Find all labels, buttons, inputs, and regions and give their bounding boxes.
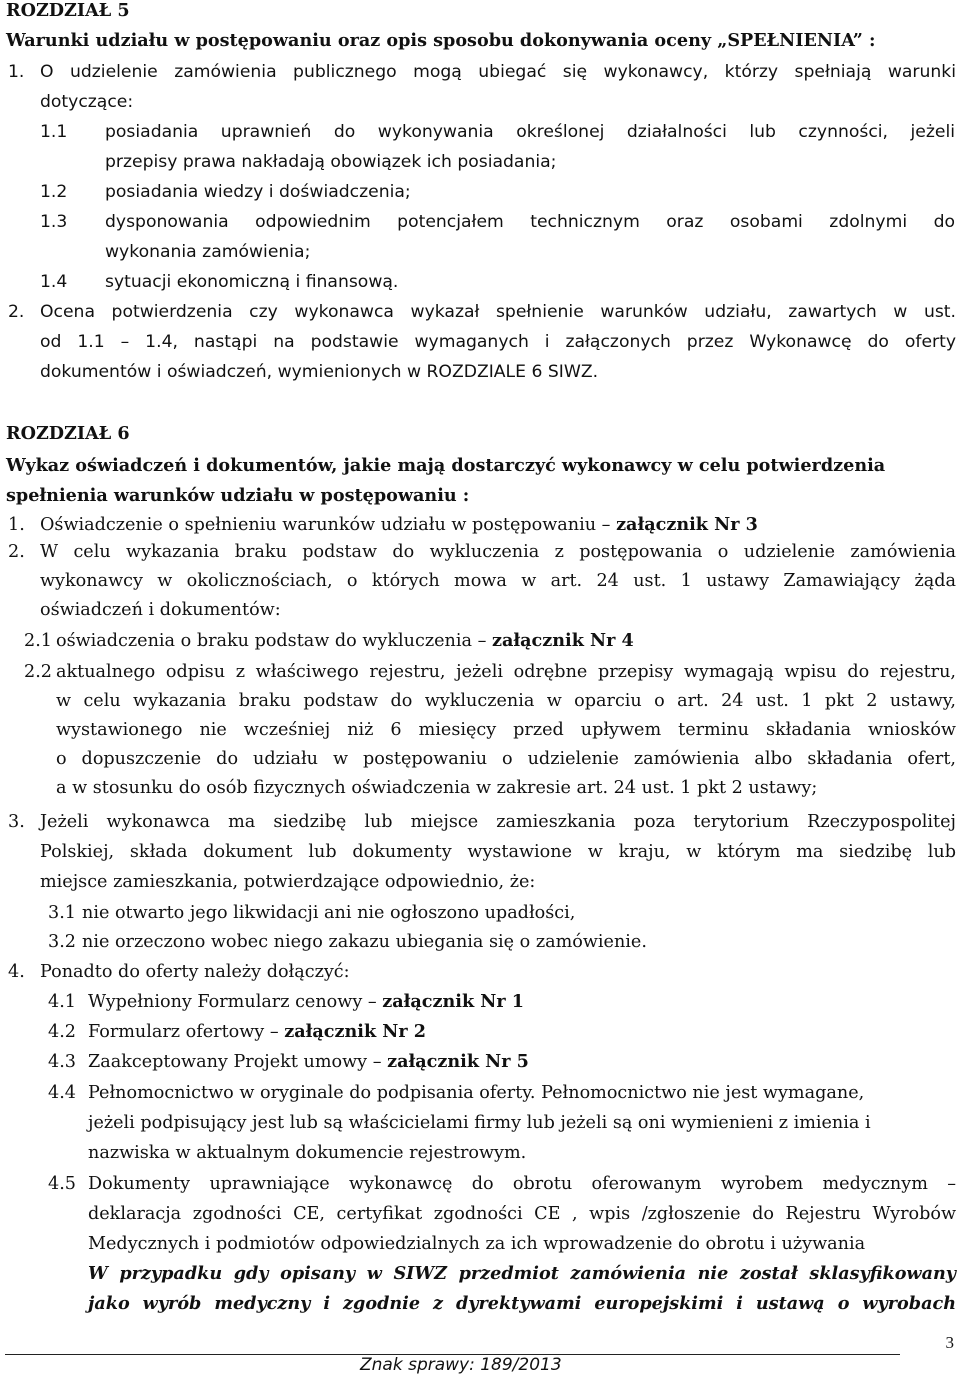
attachment-reference: załącznik Nr 5	[387, 1051, 529, 1072]
paragraph-line: posiadania uprawnień do wykonywania określonej działalności lub czynności, jeżeli	[105, 122, 955, 142]
section-6-subheading: Wykaz oświadczeń i dokumentów, jakie mają dostarczyć wykonawcy w celu potwierdzenia	[6, 455, 886, 476]
item-number: 1.2	[40, 182, 68, 202]
item-number: 3.2	[48, 932, 76, 952]
paragraph-line: oświadczeń i dokumentów:	[40, 600, 281, 620]
paragraph-line: Pełnomocnictwo w oryginale do podpisania oferty. Pełnomocnictwo nie jest wymagane,	[88, 1083, 865, 1103]
item-number: 1.3	[40, 212, 68, 232]
paragraph-line: nie otwarto jego likwidacji ani nie ogłoszono upadłości,	[82, 903, 576, 923]
paragraph-line: Dokumenty uprawniające wykonawcę do obrotu oferowanym wyrobem medycznym –	[88, 1174, 956, 1194]
paragraph-text: Zaakceptowany Projekt umowy –	[88, 1052, 388, 1072]
case-reference: Znak sprawy: 189/2013	[360, 1355, 562, 1375]
section-6-subheading: spełnienia warunków udziału w postępowaniu :	[6, 485, 470, 506]
item-number: 1.	[8, 515, 25, 535]
paragraph-line: dysponowania odpowiednim potencjałem technicznym oraz osobami zdolnymi do	[105, 212, 955, 232]
paragraph-line: Ocena potwierdzenia czy wykonawca wykazał spełnienie warunków udziału, zawartych w ust.	[40, 302, 956, 322]
paragraph-line	[88, 989, 524, 1015]
paragraph-line: dokumentów i oświadczeń, wymienionych w ROZDZIALE 6 SIWZ.	[40, 362, 599, 382]
item-number: 2.1	[24, 631, 52, 651]
paragraph-line: O udzielenie zamówienia publicznego mogą ubiegać się wykonawcy, którzy spełniają warunki	[40, 62, 956, 82]
emphasis-line: jako wyrób medyczny i zgodnie z dyrektywami europejskimi i ustawą o wyrobach	[88, 1293, 956, 1314]
paragraph-text: Formularz ofertowy –	[88, 1022, 285, 1042]
paragraph-line	[56, 628, 634, 654]
paragraph-line: miejsce zamieszkania, potwierdzające odpowiednio, że:	[40, 872, 536, 892]
paragraph-line: W celu wykazania braku podstaw do wykluczenia z postępowania o udzielenie zamówienia	[40, 542, 956, 562]
paragraph-line: wykonawcy w okolicznościach, o których mowa w art. 24 ust. 1 ustawy Zamawiający żąda	[40, 571, 956, 591]
paragraph-line: jeżeli podpisujący jest lub są właścicielami firmy lub jeżeli są oni wymienieni z imienia i	[88, 1113, 871, 1133]
paragraph-line: w celu wykazania braku podstaw do wykluczenia w oparciu o art. 24 ust. 1 pkt 2 ustawy,	[56, 691, 956, 711]
paragraph-line: sytuacji ekonomiczną i finansową.	[105, 272, 399, 292]
item-number: 3.	[8, 812, 25, 832]
paragraph-text: Wypełniony Formularz cenowy –	[88, 992, 383, 1012]
item-number: 4.2	[48, 1022, 76, 1042]
attachment-reference: załącznik Nr 3	[616, 514, 758, 535]
item-number: 3.1	[48, 903, 76, 923]
paragraph-line	[88, 1049, 529, 1075]
section-5-subheading: Warunki udziału w postępowaniu oraz opis sposobu dokonywania oceny „SPEŁNIENIA” :	[6, 30, 876, 51]
attachment-reference: załącznik Nr 1	[382, 991, 525, 1012]
item-number: 4.1	[48, 992, 76, 1012]
page-number: 3	[945, 1333, 954, 1352]
item-number: 4.	[8, 962, 25, 982]
paragraph-line: posiadania wiedzy i doświadczenia;	[105, 182, 411, 202]
item-number: 4.4	[48, 1083, 76, 1103]
attachment-reference: załącznik Nr 4	[491, 630, 634, 651]
paragraph-line: Ponadto do oferty należy dołączyć:	[40, 962, 350, 982]
item-number: 1.4	[40, 272, 68, 292]
paragraph-line: dotyczące:	[40, 92, 134, 112]
item-number: 2.2	[24, 662, 52, 682]
item-number: 2.	[8, 542, 25, 562]
paragraph-line	[88, 1019, 426, 1045]
paragraph-line: wystawionego nie wcześniej niż 6 miesięcy przed upływem terminu składania wniosków	[56, 720, 956, 740]
paragraph-line: Medycznych i podmiotów odpowiedzialnych za ich wprowadzenie do obrotu i używania	[88, 1234, 866, 1254]
item-number: 2.	[8, 302, 25, 322]
paragraph-line: aktualnego odpisu z właściwego rejestru, jeżeli odrębne przepisy wymagają wpisu do rejestru,	[56, 662, 956, 682]
section-6-heading: ROZDZIAŁ 6	[6, 423, 130, 444]
paragraph-line: od 1.1 – 1.4, nastąpi na podstawie wymaganych i załączonych przez Wykonawcę do oferty	[40, 332, 956, 352]
paragraph-line: wykonania zamówienia;	[105, 242, 311, 262]
attachment-reference: załącznik Nr 2	[284, 1021, 427, 1042]
paragraph-line: o dopuszczenie do udziału w postępowaniu o udzielenie zamówienia albo składania ofert,	[56, 749, 956, 769]
item-number: 4.3	[48, 1052, 76, 1072]
paragraph-line: a w stosunku do osób fizycznych oświadczenia w zakresie art. 24 ust. 1 pkt 2 ustawy;	[56, 778, 818, 798]
paragraph-line: nie orzeczono wobec niego zakazu ubiegania się o zamówienie.	[82, 932, 647, 952]
paragraph-line	[40, 512, 758, 538]
paragraph-line: nazwiska w aktualnym dokumencie rejestrowym.	[88, 1143, 527, 1163]
paragraph-text: Oświadczenie o spełnieniu warunków udziału w postępowaniu –	[40, 515, 617, 535]
paragraph-line: Polskiej, składa dokument lub dokumenty wystawione w kraju, w którym ma siedzibę lub	[40, 842, 956, 862]
emphasis-line: W przypadku gdy opisany w SIWZ przedmiot zamówienia nie został sklasyfikowany	[88, 1263, 956, 1284]
item-number: 1.1	[40, 122, 68, 142]
paragraph-text: oświadczenia o braku podstaw do wykluczenia –	[56, 631, 492, 651]
item-number: 1.	[8, 62, 25, 82]
paragraph-line: Jeżeli wykonawca ma siedzibę lub miejsce zamieszkania poza terytorium Rzeczypospolitej	[40, 812, 956, 832]
item-number: 4.5	[48, 1174, 76, 1194]
section-5-heading: ROZDZIAŁ 5	[6, 0, 130, 21]
paragraph-line: deklaracja zgodności CE, certyfikat zgodności CE , wpis /zgłoszenie do Rejestru Wyrobów	[88, 1204, 956, 1224]
paragraph-line: przepisy prawa nakładają obowiązek ich posiadania;	[105, 152, 557, 172]
